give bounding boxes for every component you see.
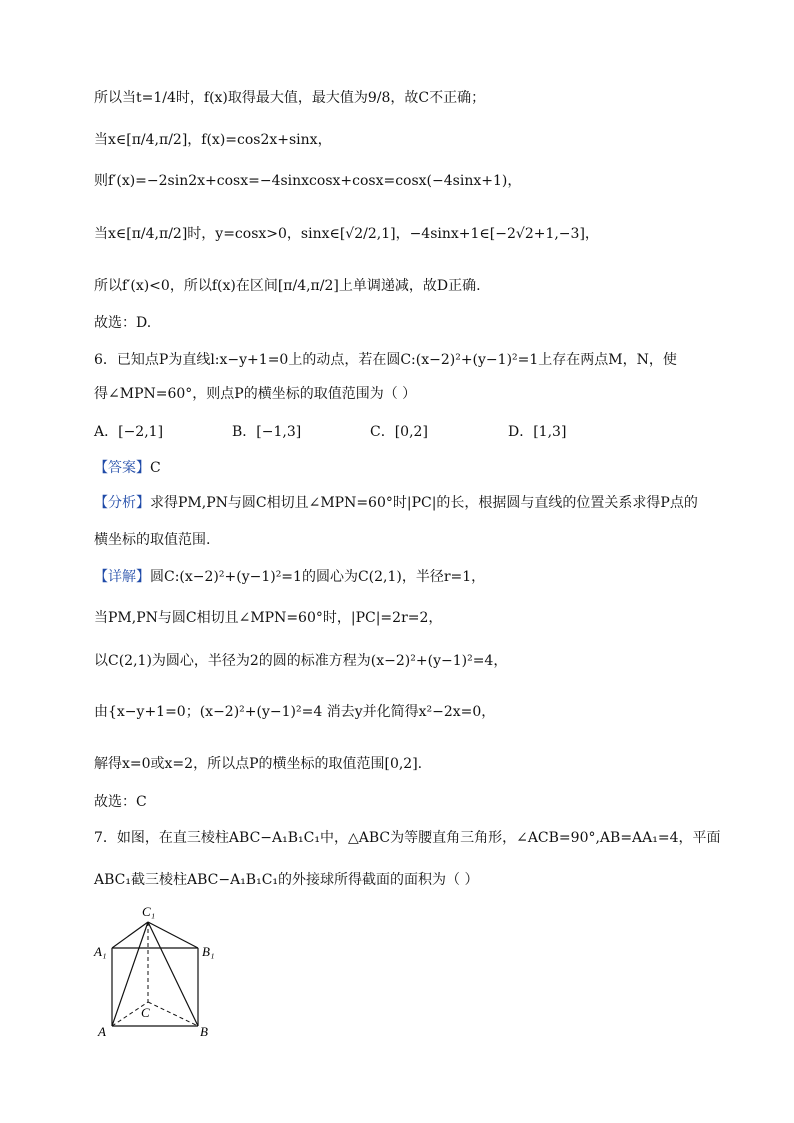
text-line-5: 所以f′(x)<0，所以f(x)在区间[π/4,π/2]上单调递减，故D正确. bbox=[94, 278, 481, 294]
text-line-2: 当x∈[π/4,π/2]，f(x)=cos2x+sinx， bbox=[94, 132, 332, 148]
option-d: D．[1,3] bbox=[508, 424, 567, 440]
edge-c1-b bbox=[148, 922, 198, 1026]
detail-line-1 bbox=[94, 567, 485, 587]
detail-line-4: 由{x−y+1=0；(x−2)²+(y−1)²=4 消去y并化简得x²−2x=0， bbox=[94, 704, 496, 720]
analysis-tag: 【分析】 bbox=[94, 495, 150, 511]
label-a1: A₁ bbox=[94, 944, 107, 959]
detail-text-1: 圆C:(x−2)²+(y−1)²=1的圆心为C(2,1)，半径r=1， bbox=[150, 569, 486, 585]
edge-c-b bbox=[148, 1002, 198, 1026]
answer-line bbox=[94, 458, 161, 478]
answer-text: C bbox=[150, 460, 161, 476]
prism-figure bbox=[90, 900, 230, 1045]
label-b: B bbox=[200, 1024, 208, 1039]
question-7-line-2: ABC₁截三棱柱ABC−A₁B₁C₁的外接球所得截面的面积为（ ） bbox=[94, 872, 479, 888]
detail-line-5: 解得x=0或x=2，所以点P的横坐标的取值范围[0,2]. bbox=[94, 756, 423, 772]
text-line-4: 当x∈[π/4,π/2]时，y=cosx>0，sinx∈[√2/2,1]，−4sinx+1∈[−2√2+1,−3]， bbox=[94, 226, 599, 242]
text-line-1: 所以当t=1/4时，f(x)取得最大值，最大值为9/8，故C不正确； bbox=[94, 90, 486, 106]
text-line-6: 故选：D. bbox=[94, 315, 152, 331]
edge-c1-b1 bbox=[148, 922, 198, 948]
detail-line-6: 故选：C bbox=[94, 794, 147, 810]
detail-line-3: 以C(2,1)为圆心，半径为2的圆的标准方程为(x−2)²+(y−1)²=4， bbox=[94, 653, 508, 669]
detail-tag: 【详解】 bbox=[94, 569, 150, 585]
analysis-line-2: 横坐标的取值范围. bbox=[94, 532, 211, 548]
question-6-line-1: 6．已知点P为直线l:x−y+1=0上的动点，若在圆C:(x−2)²+(y−1)²=1上存在两点M，N，使 bbox=[94, 352, 677, 368]
option-b: B．[−1,3] bbox=[232, 424, 302, 440]
edge-a1-c1 bbox=[112, 922, 148, 948]
analysis-line-1 bbox=[94, 493, 698, 513]
label-c1: C₁ bbox=[142, 904, 156, 919]
label-b1: B₁ bbox=[202, 944, 215, 959]
text-line-3: 则f′(x)=−2sin2x+cosx=−4sinxcosx+cosx=cosx(−4sinx+1)， bbox=[94, 173, 522, 189]
option-c: C．[0,2] bbox=[370, 424, 428, 440]
answer-tag: 【答案】 bbox=[94, 460, 150, 476]
question-6-line-2: 得∠MPN=60°，则点P的横坐标的取值范围为（ ） bbox=[94, 386, 417, 402]
label-c: C bbox=[141, 1005, 150, 1020]
question-7-line-1: 7．如图，在直三棱柱ABC−A₁B₁C₁中，△ABC为等腰直角三角形，∠ACB=90°,AB=AA₁=4，平面 bbox=[94, 830, 721, 846]
label-a: A bbox=[98, 1024, 106, 1039]
analysis-text-1: 求得PM,PN与圆C相切且∠MPN=60°时|PC|的长，根据圆与直线的位置关系求得P点的 bbox=[150, 495, 698, 511]
option-a: A．[−2,1] bbox=[94, 424, 164, 440]
question-6-options bbox=[94, 422, 694, 442]
detail-line-2: 当PM,PN与圆C相切且∠MPN=60°时，|PC|=2r=2， bbox=[94, 610, 443, 626]
